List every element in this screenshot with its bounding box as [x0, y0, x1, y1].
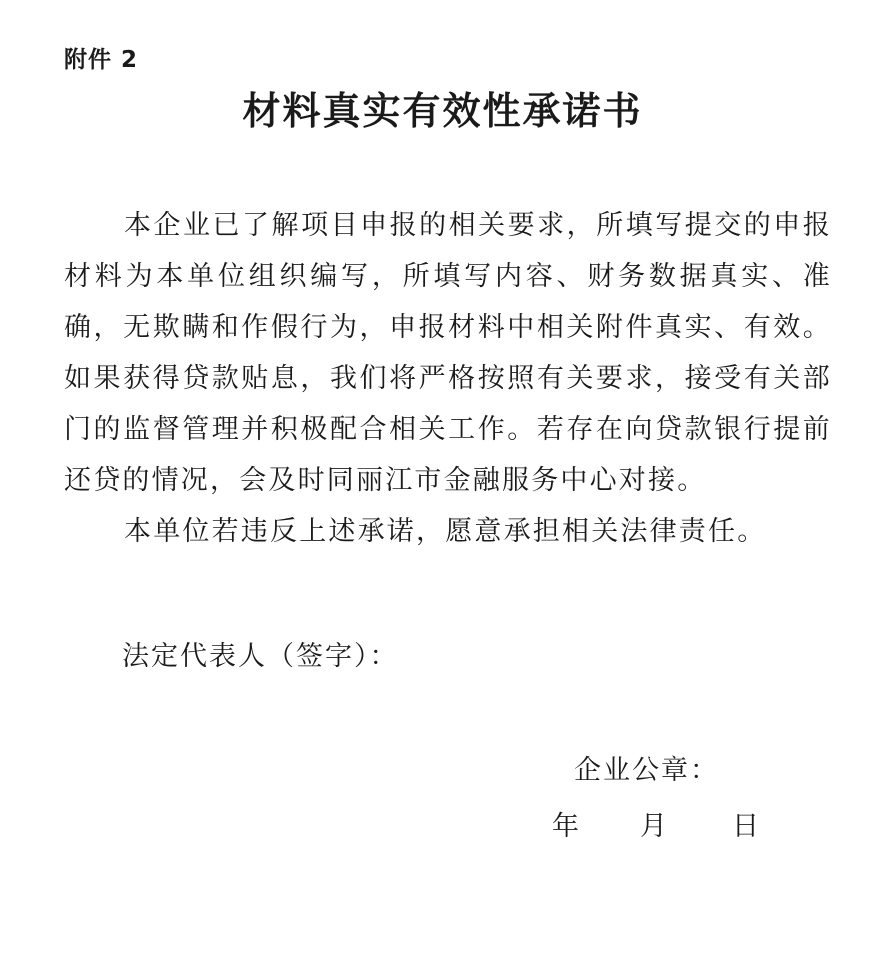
company-seal-label: 企业公章：	[574, 755, 719, 786]
date-year-label: 年	[552, 811, 579, 842]
date-day-label: 日	[732, 811, 759, 842]
legal-representative-signature-label: 法定代表人（签字）：	[122, 641, 399, 672]
date-line	[0, 802, 885, 852]
liability-paragraph: 本单位若违反上述承诺，愿意承担相关法律责任。	[124, 516, 767, 547]
attachment-label: 附件 2	[64, 47, 139, 73]
date-month-label: 月	[640, 811, 667, 842]
commitment-paragraph: 本企业已了解项目申报的相关要求，所填写提交的申报材料为本单位组织编写，所填写内容、财务数据真实、准确，无欺瞒和作假行为，申报材料中相关附件真实、有效。如果获得贷款贴息，我们将严格按照有关要求，接受有关部门的监督管理并积极配合相关工作。若存在向贷款银行提前还贷的情况，会及时同丽江市金融服务中心对接。	[64, 210, 832, 496]
document-body	[64, 200, 832, 557]
document-title: 材料真实有效性承诺书	[242, 88, 643, 133]
